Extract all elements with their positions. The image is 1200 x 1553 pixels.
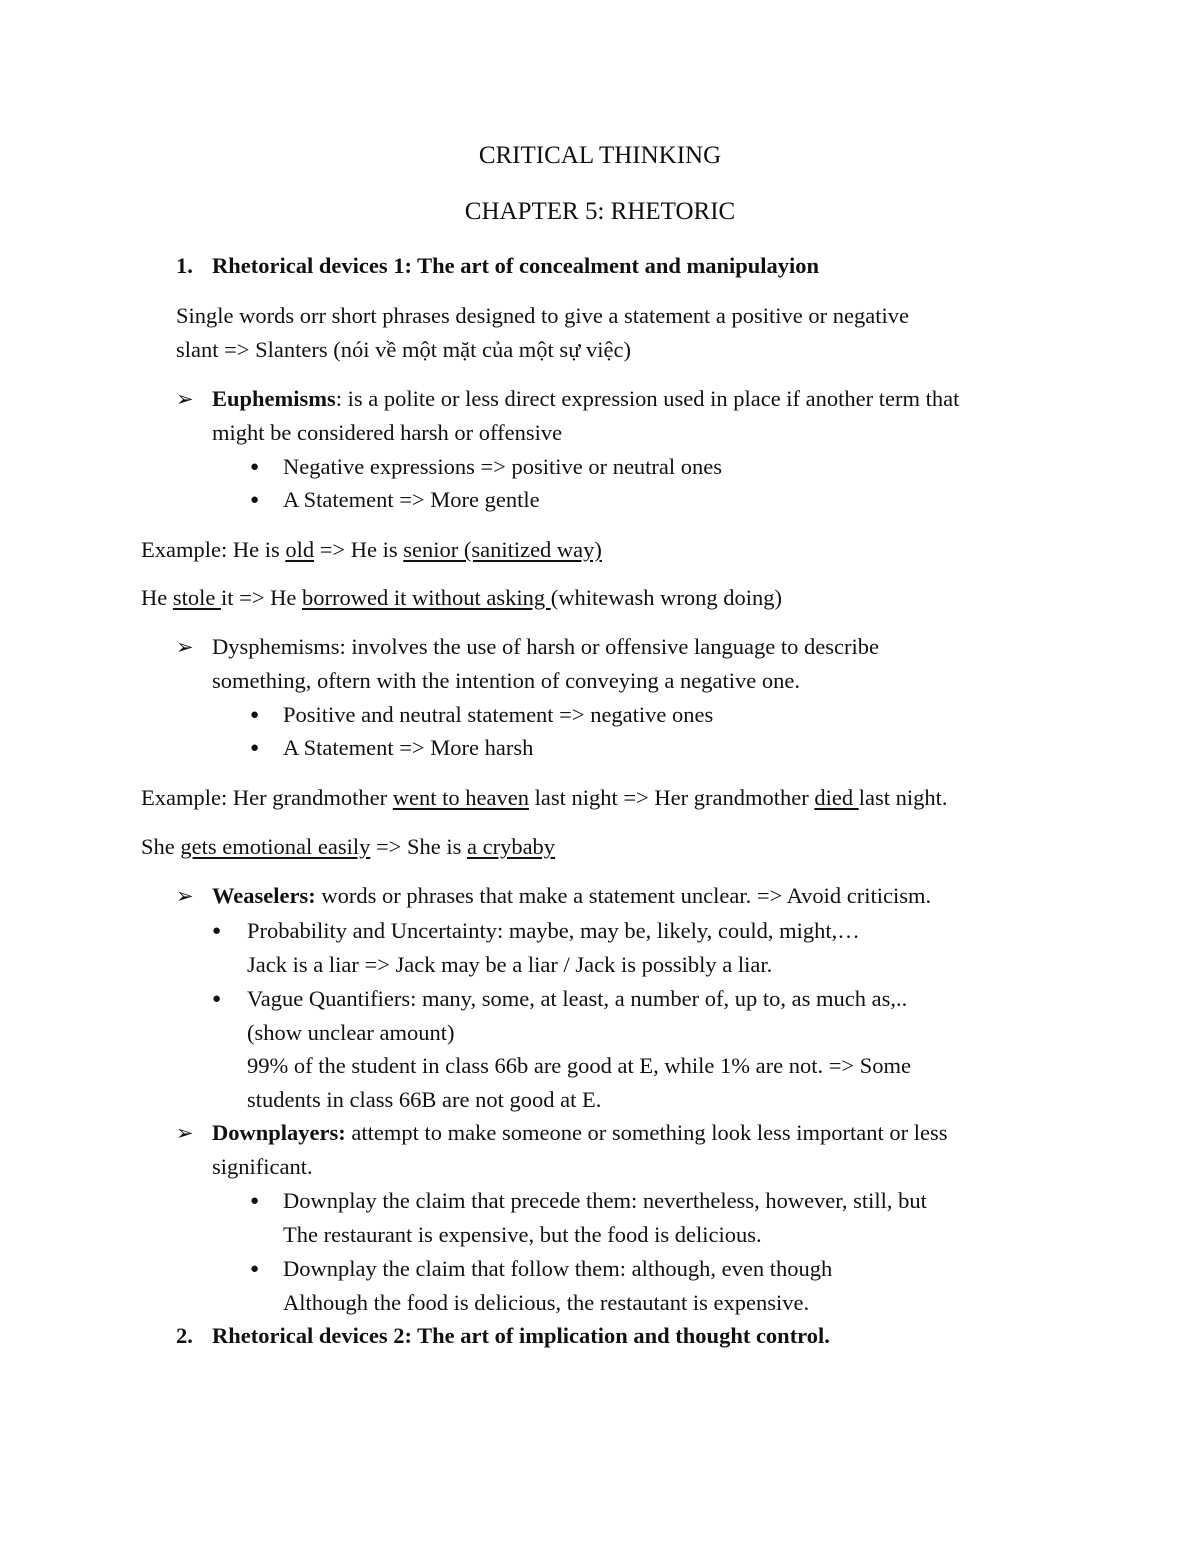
example-text: => He is — [314, 537, 404, 562]
weaselers-bullet-1-example: Jack is a liar => Jack may be a liar / Jack is possibly a liar. — [247, 952, 773, 977]
weaselers-bullet-2-example-cont: students in class 66B are not good at E. — [247, 1087, 602, 1112]
euphemisms-def-text: : is a polite or less direct expression used in place if another term that — [335, 386, 960, 411]
euphemisms-def-line-2: might be considered harsh or offensive — [212, 420, 563, 445]
underlined-phrase: borrowed it without asking — [302, 585, 551, 610]
euphemisms-example-1 — [141, 536, 602, 564]
dysphemisms-example-2 — [141, 833, 555, 861]
euphemisms-term: Euphemisms — [212, 386, 336, 411]
weaselers-bullet-2-example: 99% of the student in class 66b are good at E, while 1% are not. => Some — [247, 1053, 911, 1078]
example-text: She — [141, 834, 181, 859]
arrow-bullet-icon: ➢ — [176, 884, 194, 908]
section-2-heading: Rhetorical devices 2: The art of implication and thought control. — [212, 1323, 830, 1348]
example-text: (whitewash wrong doing) — [550, 585, 782, 610]
document-title: CRITICAL THINKING — [478, 142, 722, 169]
dot-bullet-icon: ● — [212, 991, 222, 1007]
section-2-number: 2. — [176, 1323, 193, 1348]
dot-bullet-icon: ● — [250, 707, 260, 723]
intro-line-1: Single words orr short phrases designed to give a statement a positive or negative — [176, 303, 909, 328]
dysphemisms-def-line-2: something, oftern with the intention of conveying a negative one. — [212, 668, 800, 693]
example-text: last night. — [858, 785, 948, 810]
weaselers-term: Weaselers: — [212, 883, 316, 908]
underlined-phrase: went to heaven — [392, 785, 529, 810]
downplayers-bullet-1-example: The restaurant is expensive, but the food is delicious. — [283, 1222, 762, 1247]
section-1-heading: Rhetorical devices 1: The art of concealment and manipulayion — [212, 253, 820, 278]
dot-bullet-icon: ● — [250, 1261, 260, 1277]
example-text: last night => Her grandmother — [529, 785, 815, 810]
euphemisms-example-2 — [141, 584, 782, 612]
weaselers-bullet-2-note: (show unclear amount) — [247, 1020, 455, 1045]
example-text: Example: Her grandmother — [141, 785, 393, 810]
weaselers-bullet-2: Vague Quantifiers: many, some, at least, a number of, up to, as much as,.. — [247, 986, 908, 1011]
example-text: He — [141, 585, 173, 610]
underlined-phrase: gets emotional easily — [180, 834, 371, 859]
dot-bullet-icon: ● — [250, 459, 260, 475]
euphemisms-bullet-1: Negative expressions => positive or neutral ones — [283, 454, 723, 479]
dysphemisms-example-1 — [141, 784, 947, 812]
dysphemisms-definition: Dysphemisms: involves the use of harsh or offensive language to describe — [212, 634, 879, 659]
downplayers-def-text: attempt to make someone or something look less important or less — [345, 1120, 948, 1145]
euphemisms-definition — [212, 385, 959, 413]
weaselers-definition — [212, 882, 931, 910]
underlined-phrase: senior (sanitized way) — [403, 537, 602, 562]
downplayers-def-line-2: significant. — [212, 1154, 313, 1179]
example-text: Example: He is — [141, 537, 286, 562]
example-text: => She is — [370, 834, 467, 859]
weaselers-def-text: words or phrases that make a statement unclear. => Avoid criticism. — [315, 883, 932, 908]
dysphemisms-bullet-2: A Statement => More harsh — [283, 735, 534, 760]
downplayers-bullet-1: Downplay the claim that precede them: nevertheless, however, still, but — [283, 1188, 927, 1213]
underlined-phrase: old — [285, 537, 315, 562]
downplayers-definition — [212, 1119, 948, 1147]
euphemisms-bullet-2: A Statement => More gentle — [283, 487, 540, 512]
dysphemisms-bullet-1: Positive and neutral statement => negative ones — [283, 702, 714, 727]
dot-bullet-icon: ● — [212, 923, 222, 939]
intro-line-2: slant => Slanters (nói về một mặt của một sự việc) — [176, 337, 631, 362]
dot-bullet-icon: ● — [250, 492, 260, 508]
arrow-bullet-icon: ➢ — [176, 1121, 194, 1145]
downplayers-bullet-2: Downplay the claim that follow them: although, even though — [283, 1256, 833, 1281]
chapter-title: CHAPTER 5: RHETORIC — [464, 198, 736, 225]
underlined-phrase: stole — [172, 585, 221, 610]
arrow-bullet-icon: ➢ — [176, 635, 194, 659]
weaselers-bullet-1: Probability and Uncertainty: maybe, may be, likely, could, might,… — [247, 918, 860, 943]
dot-bullet-icon: ● — [250, 740, 260, 756]
downplayers-term: Downplayers: — [212, 1120, 346, 1145]
example-text: it => He — [221, 585, 302, 610]
dot-bullet-icon: ● — [250, 1193, 260, 1209]
downplayers-bullet-2-example: Although the food is delicious, the restautant is expensive. — [283, 1290, 810, 1315]
arrow-bullet-icon: ➢ — [176, 387, 194, 411]
underlined-phrase: died — [814, 785, 859, 810]
underlined-phrase: a crybaby — [466, 834, 556, 859]
section-1-number: 1. — [176, 253, 193, 278]
